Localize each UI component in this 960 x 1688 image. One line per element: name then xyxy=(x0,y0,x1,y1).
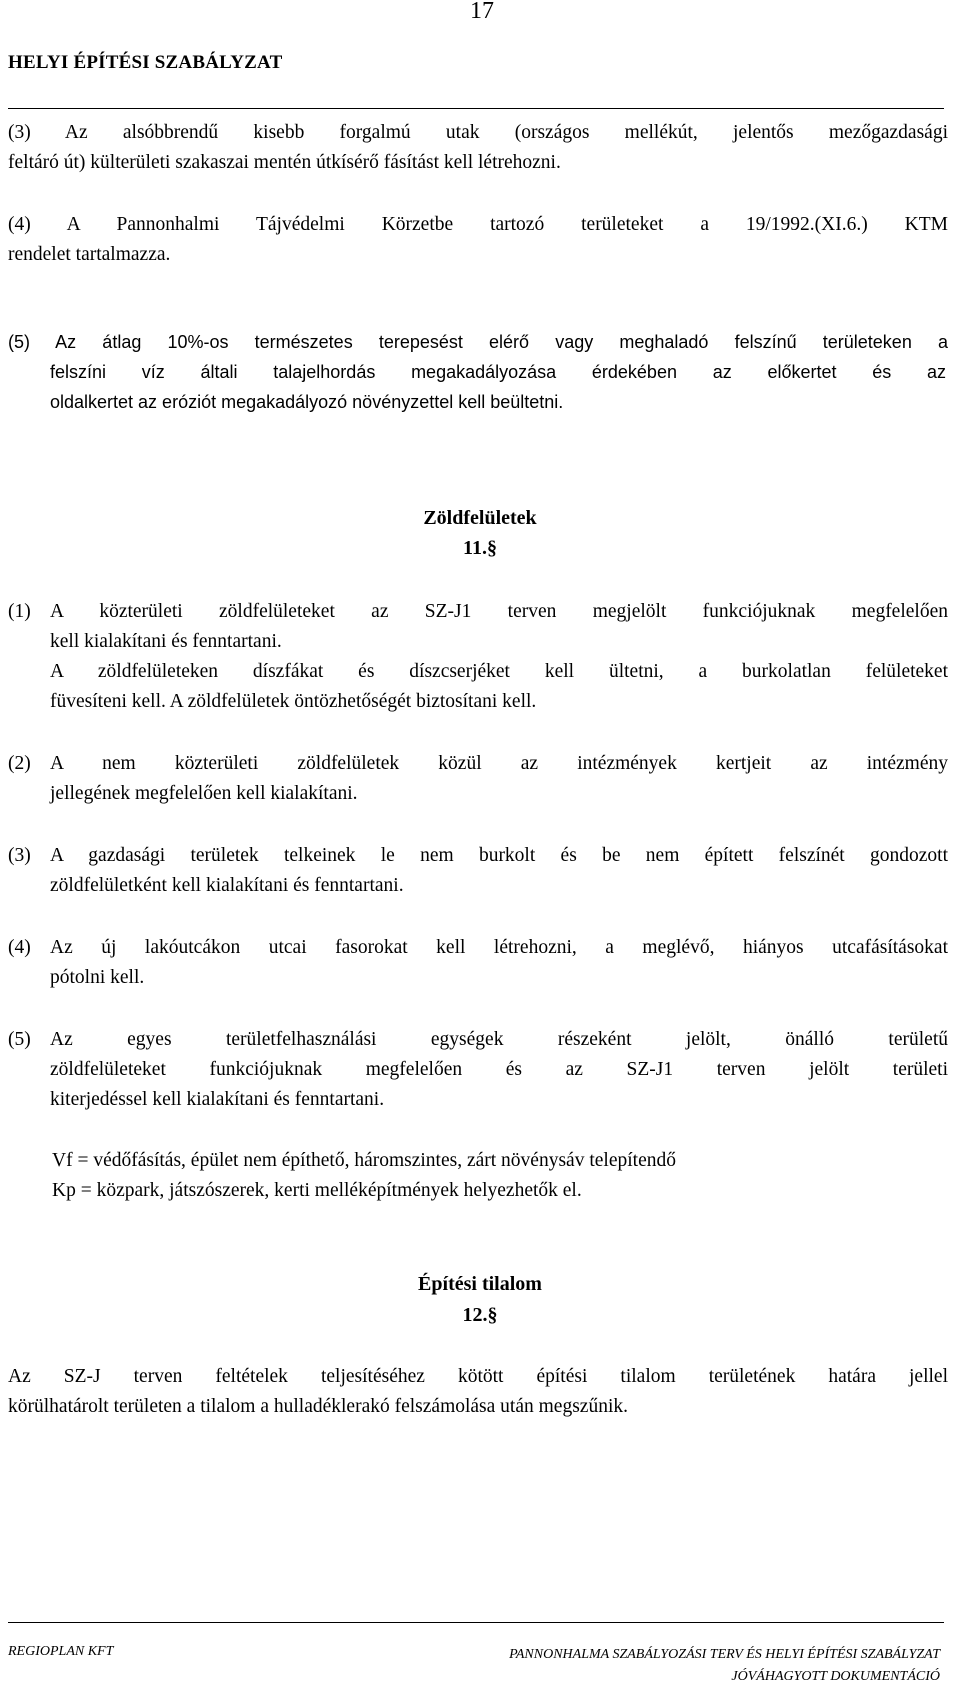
section-11-paragraph-1-line-4: füvesíteni kell. A zöldfelületek öntözhetőségét biztosítani kell. xyxy=(50,691,537,712)
paragraph-4-line-2: rendelet tartalmazza. xyxy=(8,244,171,265)
section-11-paragraph-2-line-1: A nem közterületi zöldfelületek közül az intézmények kertjeit az intézmény xyxy=(50,753,948,774)
section-11-paragraph-1-line-2: kell kialakítani és fenntartani. xyxy=(50,631,282,652)
section-11-paragraph-4-line-2: pótolni kell. xyxy=(50,967,145,988)
section-11-paragraph-3-line-2: zöldfelületként kell kialakítani és fenntartani. xyxy=(50,875,404,896)
footer-rule xyxy=(8,1622,944,1623)
section-11-paragraph-5-line-3: kiterjedéssel kell kialakítani és fenntartani. xyxy=(50,1089,385,1110)
footer-company: REGIOPLAN KFT xyxy=(8,1644,114,1659)
paragraph-5 xyxy=(8,327,948,357)
paragraph-number: (4) xyxy=(8,214,31,235)
footer-document-title xyxy=(392,1644,940,1688)
section-11-paragraph-4-number: (4) xyxy=(8,937,31,958)
section-12-line-1: Az SZ-J terven feltételek teljesítéséhez kötött építési tilalom területének határa jellel xyxy=(8,1366,948,1387)
paragraph-text: Az átlag 10%-os természetes terepesést elérő vagy meghaladó felszínű területeken a xyxy=(55,332,948,352)
section-11-paragraph-3-line-1: A gazdasági területek telkeinek le nem burkolt és be nem épített felszínét gondozott xyxy=(50,845,948,866)
paragraph-text: Az alsóbbrendű kisebb forgalmú utak (országos mellékút, jelentős mezőgazdasági xyxy=(64,122,948,143)
definition-vf: Vf = védőfásítás, épület nem építhető, háromszintes, zárt növénysáv telepítendő xyxy=(52,1150,676,1171)
definition-kp: Kp = közpark, játszószerek, kerti melléképítmények helyezhetők el. xyxy=(52,1180,582,1201)
paragraph-number: (5) xyxy=(8,332,30,352)
running-head: HELYI ÉPÍTÉSI SZABÁLYZAT xyxy=(8,52,283,73)
section-11-paragraph-2-number: (2) xyxy=(8,753,31,774)
section-12-number: 12.§ xyxy=(462,1304,498,1326)
section-11-number: 11.§ xyxy=(463,537,497,559)
section-11-paragraph-2-line-2: jellegének megfelelően kell kialakítani. xyxy=(50,783,358,804)
section-11-paragraph-1-line-1: A közterületi zöldfelületeket az SZ-J1 terven megjelölt funkciójuknak megfelelően xyxy=(50,601,948,622)
paragraph-5-line-3: oldalkertet az eróziót megakadályozó növényzettel kell beültetni. xyxy=(50,392,564,412)
header-rule xyxy=(8,108,944,109)
paragraph-3-line-2: feltáró út) külterületi szakaszai mentén útkísérő fásítást kell létrehozni. xyxy=(8,152,561,173)
section-11-paragraph-1-line-3: A zöldfelületeken díszfákat és díszcserjéket kell ültetni, a burkolatlan felületeket xyxy=(50,661,948,682)
section-11-paragraph-5-line-2: zöldfelületeket funkciójuknak megfelelően és az SZ-J1 terven jelölt területi xyxy=(50,1059,948,1080)
paragraph-5-line-2: felszíni víz általi talajelhordás megakadályozása érdekében az előkertet és az xyxy=(50,362,946,382)
section-11-paragraph-3-number: (3) xyxy=(8,845,31,866)
section-11-title: Zöldfelületek xyxy=(423,507,537,529)
footer-title-line-1: PANNONHALMA SZABÁLYOZÁSI TERV ÉS HELYI ÉPÍTÉSI SZABÁLYZAT xyxy=(509,1647,940,1662)
section-11-paragraph-5-line-1: Az egyes területfelhasználási egységek részeként jelölt, önálló területű xyxy=(50,1029,948,1050)
section-11-paragraph-5-number: (5) xyxy=(8,1029,31,1050)
section-11-paragraph-4-line-1: Az új lakóutcákon utcai fasorokat kell létrehozni, a meglévő, hiányos utcafásításokat xyxy=(50,937,948,958)
page-number: 17 xyxy=(470,0,494,24)
paragraph-text: A Pannonhalmi Tájvédelmi Körzetbe tartozó területeket a 19/1992.(XI.6.) KTM xyxy=(66,214,948,235)
section-12-line-2: körülhatárolt területen a tilalom a hulladéklerakó felszámolása után megszűnik. xyxy=(8,1396,628,1417)
paragraph-number: (3) xyxy=(8,122,31,143)
paragraph-4 xyxy=(8,210,948,240)
paragraph-3 xyxy=(8,118,948,148)
footer-title-line-2: JÓVÁHAGYOTT DOKUMENTÁCIÓ xyxy=(731,1669,940,1684)
section-11-paragraph-1-number: (1) xyxy=(8,601,31,622)
section-12-title: Építési tilalom xyxy=(418,1273,542,1295)
